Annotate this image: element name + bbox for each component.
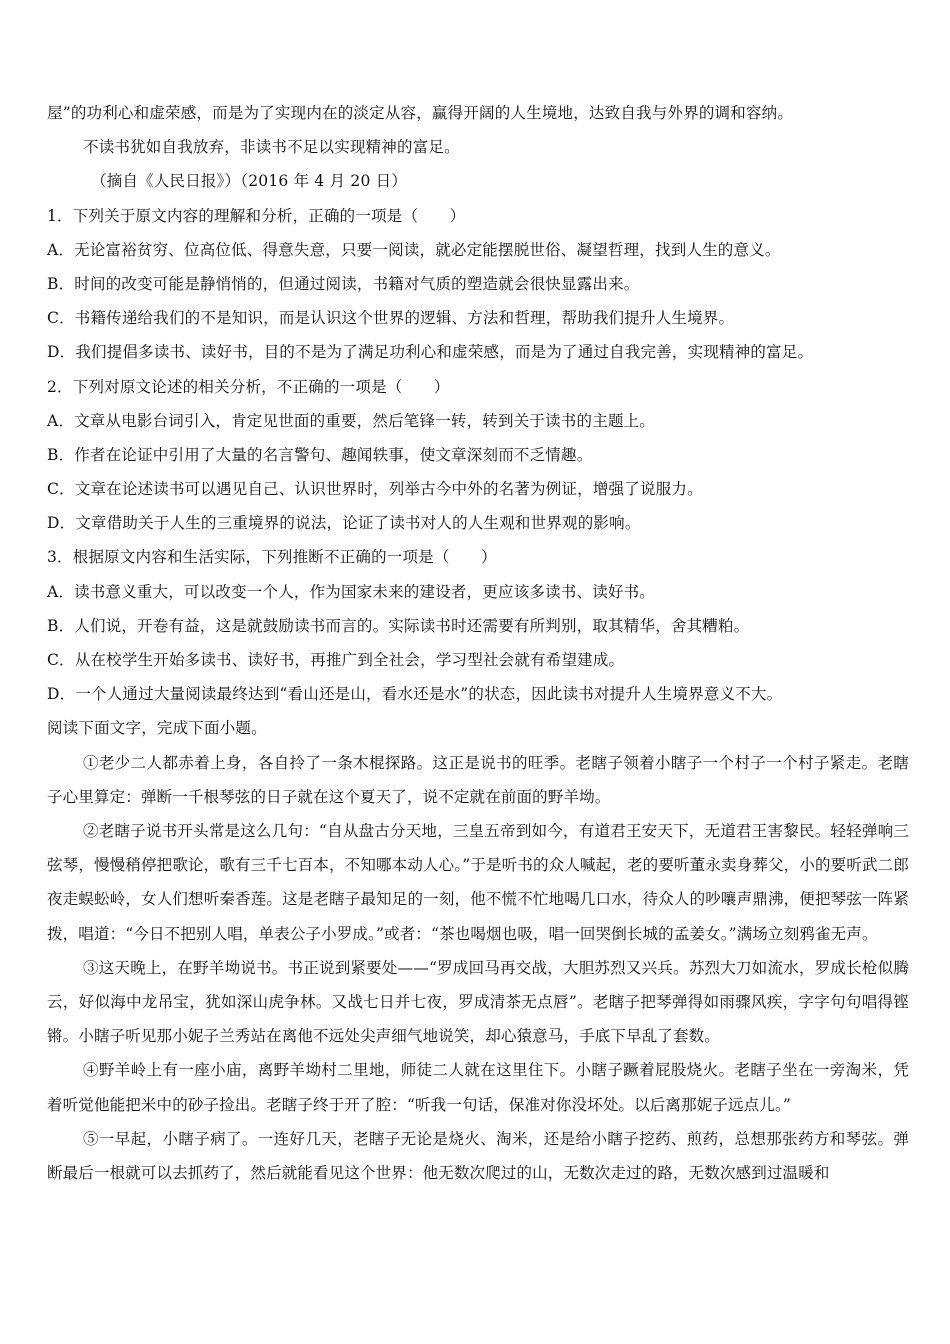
passage-paragraph-1: ①老少二人都赤着上身，各自拎了一条木棍探路。这正是说书的旺季。老瞎子领着小瞎子一个村子一个村子紧走。老瞎子心里算定：弹断一千根琴弦的日子就在这个夏天了，说不定就在前面的野羊坳。 (47, 753, 909, 806)
reading-passage (47, 746, 909, 1191)
document-page (47, 96, 909, 1190)
option-c: C．文章在论述读书可以遇见自己、认识世界时，列举古今中外的名著为例证，增强了说服力。 (47, 480, 703, 499)
article-last-line: 屋”的功利心和虚荣感，而是为了实现内在的淡定从容，赢得开阔的人生境地，达致自我与外界的调和容纳。 (47, 104, 794, 122)
option-c: C．书籍传递给我们的不是知识，而是认识这个世界的逻辑、方法和哲理，帮助我们提升人生境界。 (47, 309, 735, 328)
question-stem: 2．下列对原文论述的相关分析，不正确的一项是（ ） (47, 377, 450, 396)
option-b: B．时间的改变可能是静悄悄的，但通过阅读，书籍对气质的塑造就会很快显露出来。 (47, 274, 640, 293)
passage-paragraph-5: ⑤一早起，小瞎子病了。一连好几天，老瞎子无论是烧火、淘米，还是给小瞎子挖药、煎药，总想那张药方和琴弦。弹断最后一根就可以去抓药了，然后就能看见这个世界：他无数次爬过的山，无数次走过的路，无数次感到过温暖和 (47, 1129, 909, 1182)
option-a: A．无论富裕贫穷、位高位低、得意失意，只要一阅读，就必定能摆脱世俗、凝望哲理，找到人生的意义。 (47, 240, 781, 259)
reading-instruction: 阅读下面文字，完成下面小题。 (47, 719, 267, 738)
article-source: （摘自《人民日报》）（2016 年 4 月 20 日） (91, 172, 408, 191)
option-a: A．文章从电影台词引入，肯定见世面的重要，然后笔锋一转，转到关于读书的主题上。 (47, 411, 655, 430)
option-b: B．作者在论证中引用了大量的名言警句、趣闻轶事，使文章深刻而不乏情趣。 (47, 445, 593, 464)
question-1 (47, 199, 909, 370)
option-b: B．人们说，开卷有益，这是就鼓励读书而言的。实际读书时还需要有所判别，取其精华，舍其糟粕。 (47, 616, 750, 635)
article-closing: 不读书犹如自我放弃，非读书不足以实现精神的富足。 (83, 138, 460, 157)
question-stem: 1．下列关于原文内容的理解和分析，正确的一项是（ ） (47, 206, 466, 225)
passage-paragraph-3: ③这天晚上，在野羊坳说书。书正说到紧要处——“罗成回马再交战，大胆苏烈又兴兵。苏烈大刀如流水，罗成长枪似腾云，好似海中龙吊宝，犹如深山虎争林。又战七日并七夜，罗成清茶无点唇”。老瞎子把琴弹得如雨骤风疾，字字句句唱得铿锵。小瞎子听见那小妮子兰秀站在离他不远处尖声细气地说笑，却心猿意马，手底下早乱了套数。 (47, 958, 909, 1046)
option-c: C．从在校学生开始多读书、读好书，再推广到全社会，学习型社会就有希望建成。 (47, 651, 625, 669)
question-3 (47, 540, 909, 711)
question-2 (47, 370, 909, 541)
option-d: D．一个人通过大量阅读最终达到“看山还是山，看水还是水”的状态，因此读书对提升人生境界意义不大。 (47, 685, 783, 704)
option-d: D．我们提倡多读书、读好书，目的不是为了满足功利心和虚荣感，而是为了通过自我完善，实现精神的富足。 (47, 343, 814, 362)
passage-paragraph-2: ②老瞎子说书开头常是这么几句：“自从盘古分天地，三皇五帝到如今，有道君王安天下，无道君王害黎民。轻轻弹响三弦琴，慢慢稍停把歌论，歌有三千七百本，不知哪本动人心。”于是听书的众人喊起，老的要听董永卖身葬父，小的要听武二郎夜走蜈蚣岭，女人们想听秦香莲。这是老瞎子最知足的一刻，他不慌不忙地喝几口水，待众人的吵嚷声鼎沸，便把琴弦一阵紧拨，唱道：“今日不把别人唱，单表公子小罗成。”或者：“茶也喝烟也吸，唱一回哭倒长城的孟姜女。”满场立刻鸦雀无声。 (47, 821, 909, 943)
option-d: D．文章借助关于人生的三重境界的说法，论证了读书对人的人生观和世界观的影响。 (47, 514, 641, 533)
passage-paragraph-4: ④野羊岭上有一座小庙，离野羊坳村二里地，师徒二人就在这里住下。小瞎子蹶着屁股烧火。老瞎子坐在一旁淘米，凭着听觉他能把米中的砂子捡出。老瞎子终于开了腔：“听我一句话，保准对你没坏处。以后离那妮子远点儿。” (47, 1061, 909, 1114)
option-a: A．读书意义重大，可以改变一个人，作为国家未来的建设者，更应该多读书、读好书。 (47, 582, 655, 601)
question-stem: 3．根据原文内容和生活实际，下列推断不正确的一项是（ ） (47, 548, 497, 567)
